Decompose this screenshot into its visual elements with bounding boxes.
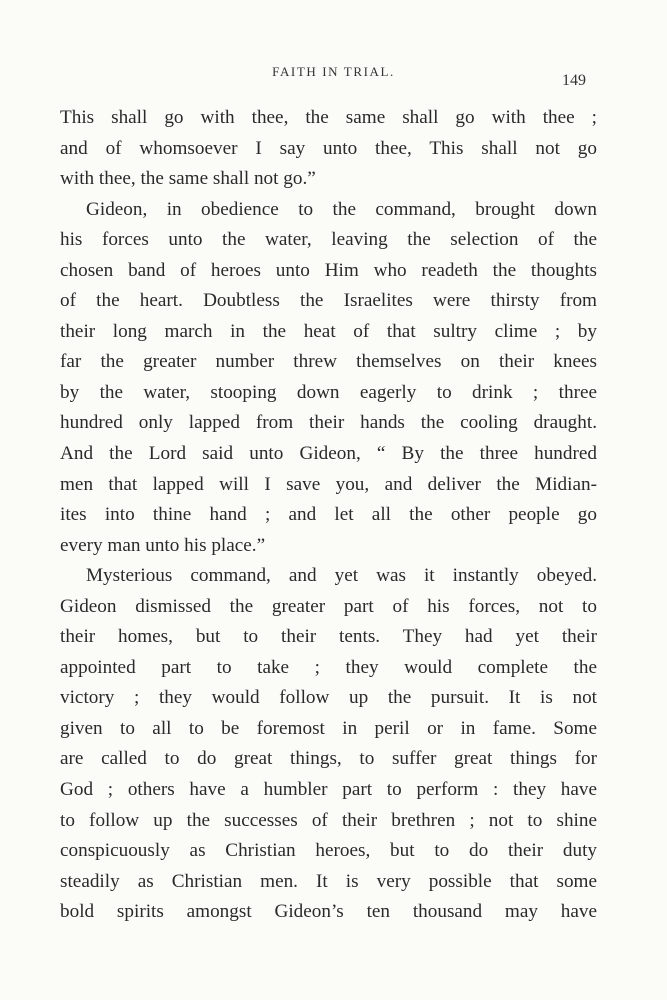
text-line: appointed part to take ; they would complete the: [60, 656, 597, 678]
text-line: God ; others have a humbler part to perform : they have: [60, 779, 597, 801]
text-line: ites into thine hand ; and let all the other people go: [60, 504, 597, 526]
text-line: Gideon, in obedience to the command, brought down: [86, 198, 597, 220]
text-line: men that lapped will I save you, and deliver the Midian-: [60, 473, 597, 495]
text-line: with thee, the same shall not go.”: [60, 168, 316, 190]
text-line: by the water, stooping down eagerly to drink ; three: [60, 381, 597, 403]
text-line: Mysterious command, and yet was it instantly obeyed.: [86, 565, 597, 587]
text-line: chosen band of heroes unto Him who readeth the thoughts: [60, 259, 597, 281]
running-title: FAITH IN TRIAL.: [272, 64, 395, 79]
text-line: This shall go with thee, the same shall go with thee ;: [60, 107, 597, 128]
text-line: are called to do great things, to suffer great things for: [60, 748, 597, 770]
text-line: conspicuously as Christian heroes, but to do their duty: [60, 840, 597, 862]
text-line: their long march in the heat of that sultry clime ; by: [60, 320, 597, 342]
text-line: to follow up the successes of their brethren ; not to shine: [60, 809, 597, 831]
text-line: And the Lord said unto Gideon, “ By the three hundred: [60, 443, 597, 465]
text-line: hundred only lapped from their hands the cooling draught.: [60, 412, 597, 434]
text-line: given to all to be foremost in peril or in fame. Some: [60, 717, 597, 739]
text-line: bold spirits amongst Gideon’s ten thousand may have: [60, 901, 597, 923]
page-number: 149: [562, 72, 586, 89]
text-line: victory ; they would follow up the pursuit. It is not: [60, 687, 597, 709]
text-line: his forces unto the water, leaving the selection of the: [60, 229, 597, 251]
body-text: [60, 103, 597, 928]
text-line: their homes, but to their tents. They had yet their: [60, 626, 597, 648]
text-line: of the heart. Doubtless the Israelites were thirsty from: [60, 290, 597, 312]
text-line: and of whomsoever I say unto thee, This shall not go: [60, 137, 597, 159]
text-line: far the greater number threw themselves on their knees: [60, 351, 597, 373]
text-line: steadily as Christian men. It is very possible that some: [60, 870, 597, 892]
text-line: every man unto his place.”: [60, 534, 266, 556]
text-line: Gideon dismissed the greater part of his forces, not to: [60, 595, 597, 617]
